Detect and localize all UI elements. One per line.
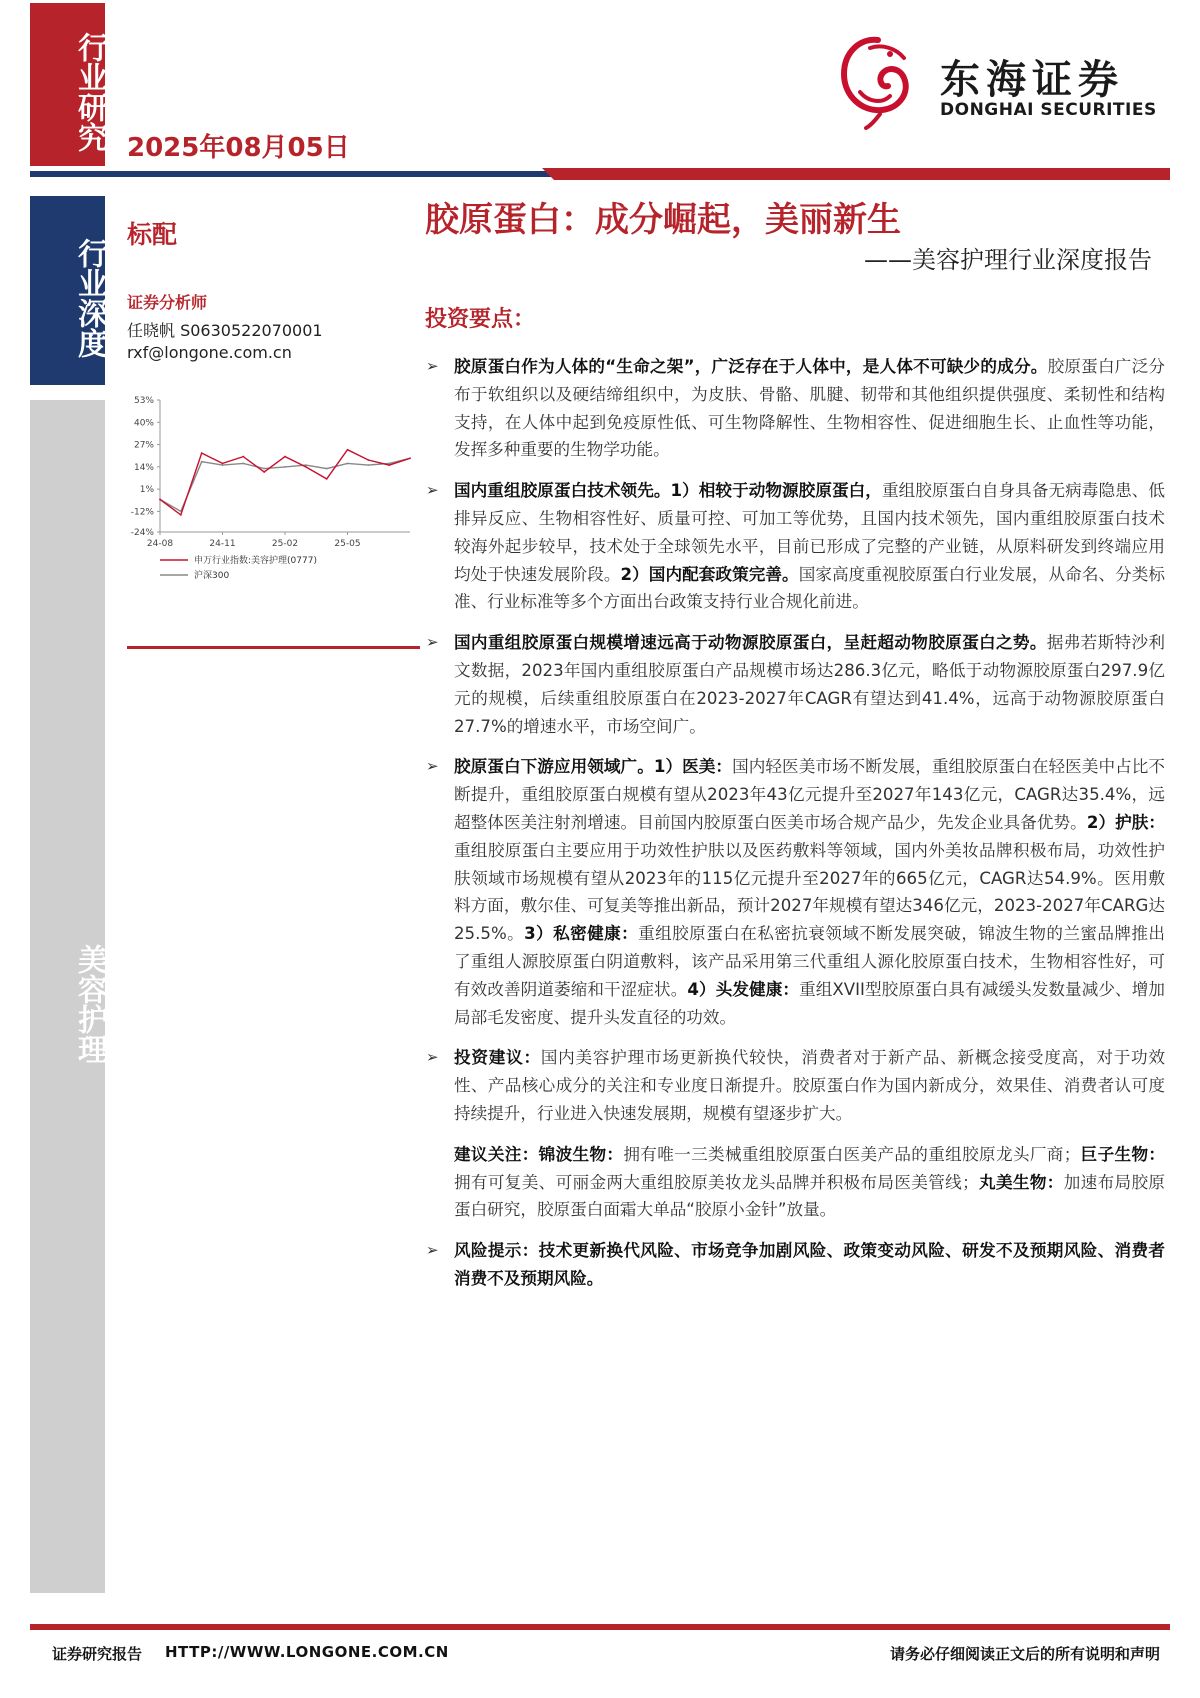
bullet-lead: 胶原蛋白作为人体的“生命之架”，广泛存在于人体中，是人体不可缺少的成分。 [454, 357, 1048, 376]
data-point [222, 464, 224, 466]
key-points-heading: 投资要点： [425, 307, 536, 332]
bullet-text: 国内轻医美市场不断发展，重组胶原蛋白在轻医美中占比不断提升，重组胶原蛋白规模有望从2023年43亿元提升至2027年143亿元，CAGR达35.4%，远超整体医美注射剂增速。目前国内胶原蛋白医美市场合规产品少，先发企业具备优势。 [454, 757, 1166, 832]
y-tick-label: 14% [133, 462, 154, 473]
recommend-lead: 丸美生物： [978, 1172, 1064, 1192]
data-point [263, 471, 265, 473]
analyst-title: 证券分析师 [127, 293, 208, 312]
arrow-bullet-icon: ➢ [426, 1048, 439, 1067]
recommend-text: 拥有可复美、可丽金两大重组胶原美妆龙头品牌并积极布局医美管线； [454, 1172, 979, 1192]
side-tab-beauty-care: 美容护理 [30, 400, 105, 1593]
data-point [347, 463, 349, 465]
bullet-item [420, 753, 1165, 1031]
arrow-bullet-icon: ➢ [426, 1241, 439, 1260]
bullet-lead: 胶原蛋白下游应用领域广。1）医美： [454, 757, 733, 777]
footer-report-type: 证券研究报告 [52, 1645, 143, 1663]
recommend-lead: 巨子生物： [1080, 1144, 1166, 1164]
analyst-name: 任晓帆 S0630522070001 [127, 321, 323, 340]
risk-text: 风险提示：技术更新换代风险、市场竞争加剧风险、政策变动风险、研发不及预期风险、消费者消费不及预期风险。 [454, 1241, 1165, 1288]
analyst-email[interactable]: rxf@longone.com.cn [127, 343, 292, 362]
data-point [347, 449, 349, 451]
data-point [242, 463, 244, 465]
bullet-text: 重组胶原蛋白主要应用于功效性护肤以及医药敷料等领域，国内外美妆品牌积极布局，功效性护肤领域市场规模有望从2023年的115亿元提升至2027年的665亿元，CAGR达54.9%。医用敷料方面，敷尔佳、可复美等推出新品，预计2027年规模有望达346亿元，2023-2027年CARG达25.5%。 [454, 840, 1165, 944]
y-tick-label: -24% [130, 528, 154, 538]
data-point [242, 456, 244, 458]
recommend-text: 拥有唯一三类械重组胶原蛋白医美产品的重组胶原龙头厂商； [623, 1144, 1081, 1164]
y-tick-label: 27% [133, 440, 154, 451]
dragon-logo-icon [830, 30, 930, 130]
chart-divider [127, 646, 420, 649]
data-point [201, 461, 203, 463]
arrow-bullet-icon: ➢ [426, 481, 439, 500]
header-divider [30, 168, 1170, 180]
x-tick-label: 25-05 [334, 539, 361, 549]
index-chart-svg [120, 392, 420, 632]
report-subtitle: ——美容护理行业深度报告 [864, 246, 1152, 274]
side-tab-industry-research: 行业研究 [30, 3, 105, 166]
data-point [326, 478, 328, 480]
bullet-text: 胶原蛋白广泛分布于软组织以及硬结缔组织中，为皮肤、骨骼、肌腱、韧带和其他组织提供强度、柔韧性和结构支持，在人体中起到免疫原性低、可生物降解性、生物相容性、促进细胞生长、止血性等功能，发挥多种重要的生物学功能。 [454, 357, 1165, 460]
data-point [367, 464, 369, 466]
brand-name-en: DONGHAI SECURITIES [940, 100, 1157, 120]
recommend-lead: 建议关注：锦波生物： [454, 1144, 624, 1164]
bullet-text: 重组胶原蛋白在私密抗衰领域不断发展突破，锦波生物的兰蜜品牌推出了重组人源胶原蛋白阴道敷料，该产品采用第三代重组人源化胶原蛋白技术，生物相容性好，可有效改善阴道萎缩和干涩症状。 [454, 924, 1166, 999]
data-point [388, 463, 390, 465]
bullet-lead: 2）国内配套政策完善。 [620, 564, 799, 584]
data-point [326, 468, 328, 470]
bullet-lead: 投资建议： [454, 1048, 541, 1068]
arrow-bullet-icon: ➢ [426, 357, 439, 375]
data-point [388, 464, 390, 466]
data-point [284, 466, 286, 468]
bullet-item [420, 353, 1165, 464]
bullet-item [420, 1237, 1165, 1293]
y-tick-label: 1% [139, 485, 154, 496]
data-point [159, 499, 161, 501]
arrow-bullet-icon: ➢ [426, 757, 439, 776]
legend-label: 申万行业指数:美容护理(0777) [194, 556, 317, 566]
bullet-item [420, 477, 1165, 616]
data-point [180, 514, 182, 516]
footer-divider [30, 1624, 1170, 1630]
data-point [201, 452, 203, 454]
bullet-item [420, 1044, 1165, 1127]
brand-name-cn: 东海证券 [940, 56, 1124, 103]
index-chart [120, 392, 420, 632]
data-point [409, 457, 411, 459]
bullet-text: 重组XVII型胶原蛋白具有减缓头发数量减少、增加局部毛发密度、提升头发直径的功效。 [454, 979, 1165, 1027]
report-main-title: 胶原蛋白：成分崛起，美丽新生 [425, 200, 901, 240]
x-tick-label: 24-11 [209, 539, 236, 549]
bullet-lead: 国内重组胶原蛋白规模增速远高于动物源胶原蛋白，呈赶超动物胶原蛋白之势。 [454, 633, 1047, 653]
data-point [284, 456, 286, 458]
bullet-lead: 3）私密健康： [524, 924, 639, 944]
data-point [222, 463, 224, 465]
recommend-text: 加速布局胶原蛋白研究，胶原蛋白面霜大单品“胶原小金针”放量。 [454, 1172, 1166, 1220]
bullet-text: 国内美容护理市场更新换代较快，消费者对于新产品、新概念接受度高，对于功效性、产品核心成分的关注和专业度日渐提升。胶原蛋白作为国内新成分，效果佳、消费者认可度持续提升，行业进入快速发展期，规模有望逐步扩大。 [454, 1048, 1166, 1123]
bullet-text: 重组胶原蛋白自身具备无病毒隐患、低排异反应、生物相容性好、质量可控、可加工等优势，且国内技术领先，国内重组胶原蛋白技术较海外起步较早，技术处于全球领先水平，目前已形成了完整的产业链，从原料研发到终端应用均处于快速发展阶段。 [454, 481, 1166, 584]
brand-logo [830, 30, 1170, 130]
bullet-lead: 4）头发健康： [687, 979, 800, 999]
bullet-lead: 国内重组胶原蛋白技术领先。1）相较于动物源胶原蛋白， [454, 481, 882, 501]
x-tick-label: 24-08 [146, 539, 174, 549]
data-point [367, 459, 369, 461]
bullet-lead: 2）护肤： [1086, 812, 1166, 832]
y-tick-label: 40% [133, 418, 154, 429]
y-tick-label: 53% [133, 396, 154, 406]
industry-rating: 标配 [127, 220, 178, 249]
x-tick-label: 25-02 [271, 539, 299, 549]
series-line [160, 450, 410, 515]
recommend-paragraph [420, 1141, 1165, 1224]
side-tab-industry-depth: 行业深度 [30, 196, 105, 385]
bullet-text: 国家高度重视胶原蛋白行业发展，从命名、分类标准、行业标准等多个方面出台政策支持行业合规化前进。 [454, 564, 1166, 612]
footer-website-link[interactable]: HTTP://WWW.LONGONE.COM.CN [165, 1643, 449, 1661]
y-tick-label: -12% [130, 507, 154, 518]
data-point [263, 468, 265, 470]
footer-disclaimer: 请务必仔细阅读正文后的所有说明和声明 [889, 1645, 1160, 1663]
bullet-item [420, 629, 1165, 740]
bullet-text: 据弗若斯特沙利文数据，2023年国内重组胶原蛋白产品规模市场达286.3亿元，略低于动物源胶原蛋白297.9亿元的规模，后续重组胶原蛋白在2023-2027年CAGR有望达到41.4%，远高于动物源胶原蛋白27.7%的增速水平，市场空间广。 [454, 633, 1166, 736]
arrow-bullet-icon: ➢ [426, 633, 439, 652]
data-point [305, 466, 307, 468]
key-points-body [420, 353, 1165, 1306]
legend-label: 沪深300 [194, 571, 230, 581]
report-date: 2025年08月05日 [127, 133, 350, 163]
data-point [305, 464, 307, 466]
